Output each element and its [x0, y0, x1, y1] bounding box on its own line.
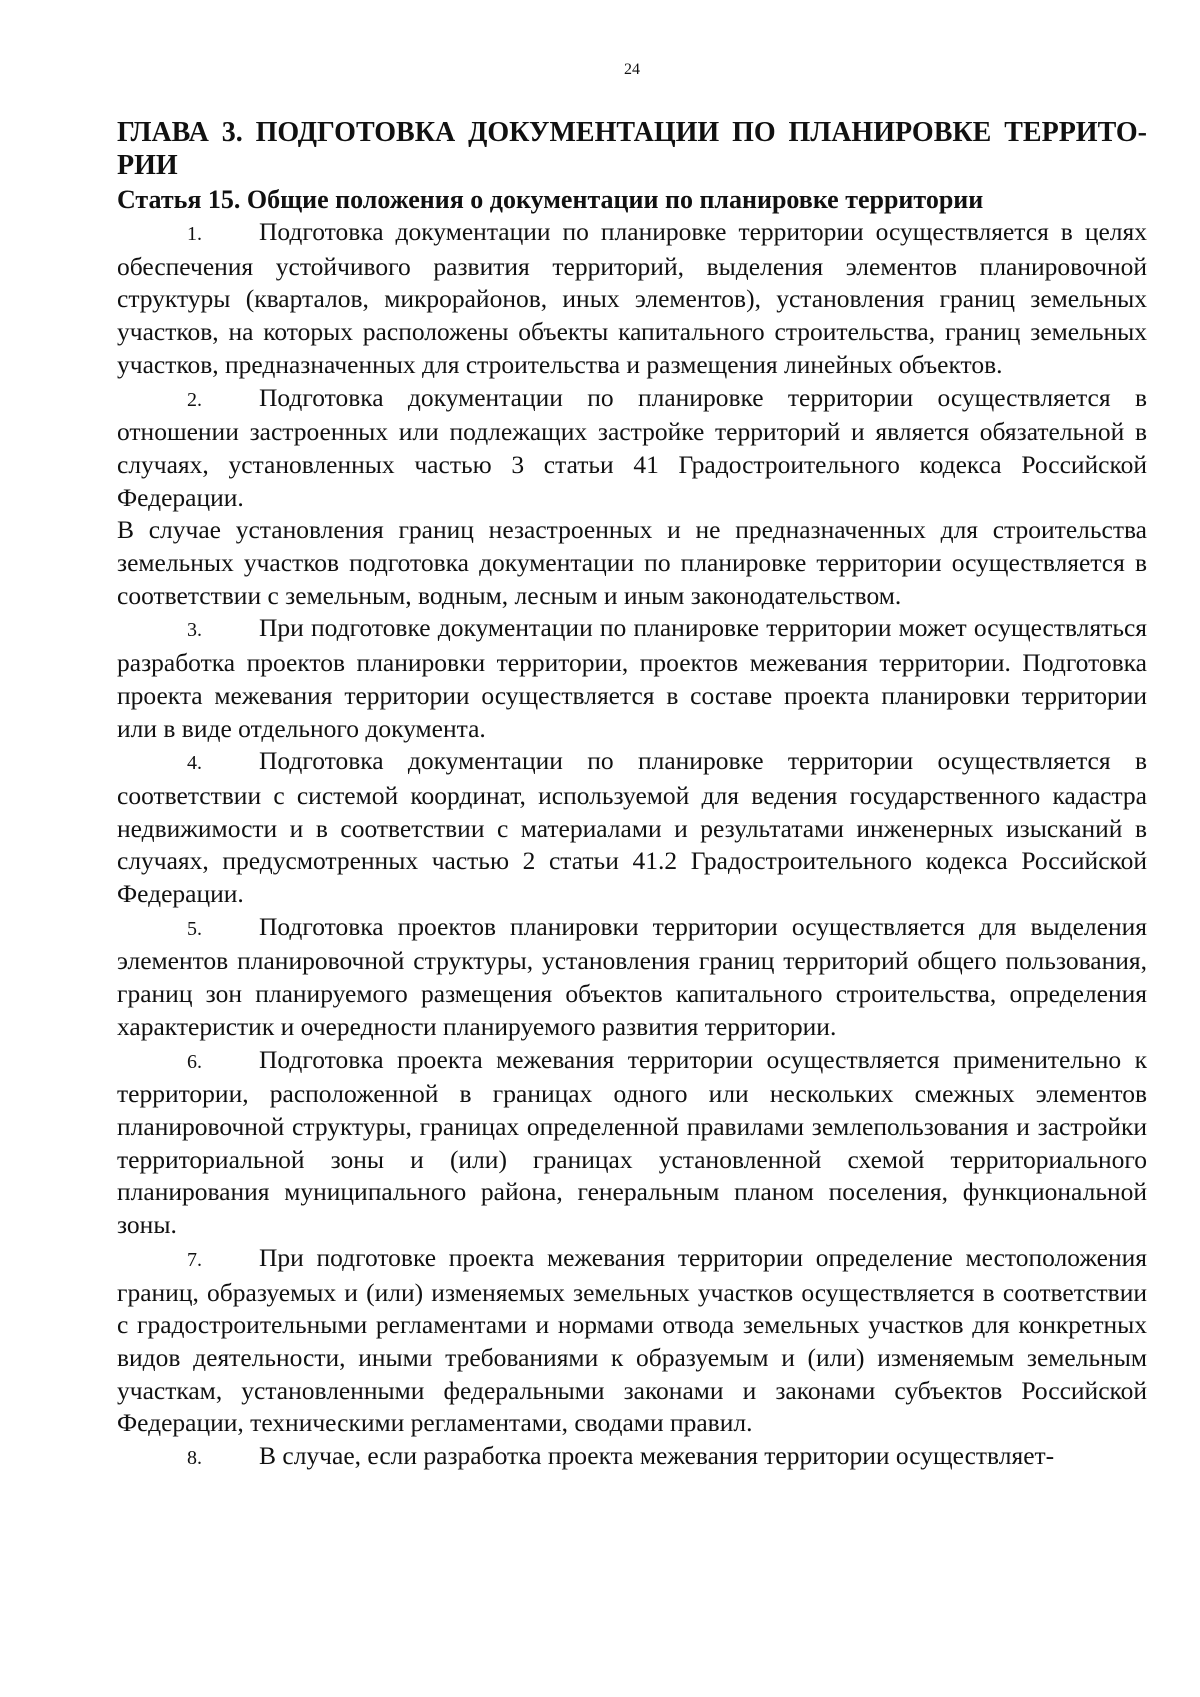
- article-title: Статья 15. Общие положения о документации по планировке территории: [117, 185, 984, 214]
- clause-2-paragraph: В случае установления границ незастроенных и не предназначенных для строительства земельных участков подготовка документации по планировке территории осуществляется в соответствии с земельным, водным, лесным и иным законодательством.: [117, 515, 1147, 610]
- clause-5: [117, 911, 1147, 1044]
- clause-text: При подготовке документации по планировке территории может осуществляться разработка проектов планировки территории, проектов межевания территории. Подготовка проекта межевания территории осуществляется в составе проекта планировки территории или в виде отдельного документа.: [117, 613, 1147, 743]
- clause-text: Подготовка документации по планировке территории осуществляется в соответствии с системой координат, используемой для ведения государственного кадастра недвижимости и в соответствии с материалами и результатами инженерных изысканий в случаях, предусмотренных частью 2 статьи 41.2 Градостроительного кодекса Российской Федерации.: [117, 746, 1147, 909]
- clause-number: 1.: [187, 223, 202, 245]
- clause-8: [117, 1440, 1147, 1475]
- clause-3: [117, 612, 1147, 745]
- clause-2: [117, 382, 1147, 515]
- clause-1: [117, 216, 1147, 382]
- clause-number: 4.: [187, 752, 202, 775]
- clause-number: 7.: [187, 1248, 202, 1271]
- clause-text: Подготовка проекта межевания территории осуществляется применительно к территории, расположенной в границах одного или нескольких смежных элементов планировочной структуры, границах определенной правилами землепользования и застройки территориальной зоны и (или) границах установленной схемой территориального планирования муниципального района, генеральным планом поселения, функциональной зоны.: [117, 1044, 1147, 1240]
- clause-number: 8.: [187, 1447, 202, 1470]
- clause-text: Подготовка документации по планировке территории осуществляется в отношении застроенных или подлежащих застройке территорий и является обязательной в случаях, установленных частью 3 статьи 41 Градостроительного кодекса Российской Федерации.: [117, 382, 1147, 512]
- chapter-title: ГЛАВА 3. ПОДГОТОВКА ДОКУМЕНТАЦИИ ПО ПЛАНИРОВКЕ ТЕРРИТО-РИИ: [117, 117, 1147, 181]
- article-body: [117, 216, 1147, 1475]
- clause-text: При подготовке проекта межевания территории определение местоположения границ, образуемых и (или) изменяемых земельных участков осуществляется в соответствии с градостроительными регламентами и нормами отвода земельных участков для конкретных видов деятельности, иными требованиями к образуемым и (или) изменяемым земельным участкам, установленными федеральными законами и законами субъектов Российской Федерации, техническими регламентами, сводами правил.: [117, 1242, 1147, 1438]
- clause-4: [117, 745, 1147, 911]
- clause-number: 2.: [187, 388, 202, 411]
- clause-text: Подготовка документации по планировке территории осуществляется в целях обеспечения устойчивого развития территорий, выделения элементов планировочной структуры (кварталов, микрорайонов, иных элементов), установления границ земельных участков, на которых расположены объекты капитального строительства, границ земельных участков, предназначенных для строительства и размещения линейных объектов.: [117, 217, 1147, 379]
- clause-6: [117, 1044, 1147, 1242]
- page-number: 24: [624, 61, 640, 78]
- clause-7: [117, 1242, 1147, 1440]
- clause-text: Подготовка проектов планировки территории осуществляется для выделения элементов планировочной структуры, установления границ территорий общего пользования, границ зон планируемого размещения объектов капитального строительства, определения характеристик и очередности планируемого развития территории.: [117, 911, 1147, 1041]
- clause-text: В случае, если разработка проекта межевания территории осуществляет-: [259, 1441, 1055, 1471]
- clause-number: 3.: [187, 619, 202, 642]
- clause-number: 5.: [187, 917, 202, 940]
- clause-number: 6.: [187, 1050, 202, 1073]
